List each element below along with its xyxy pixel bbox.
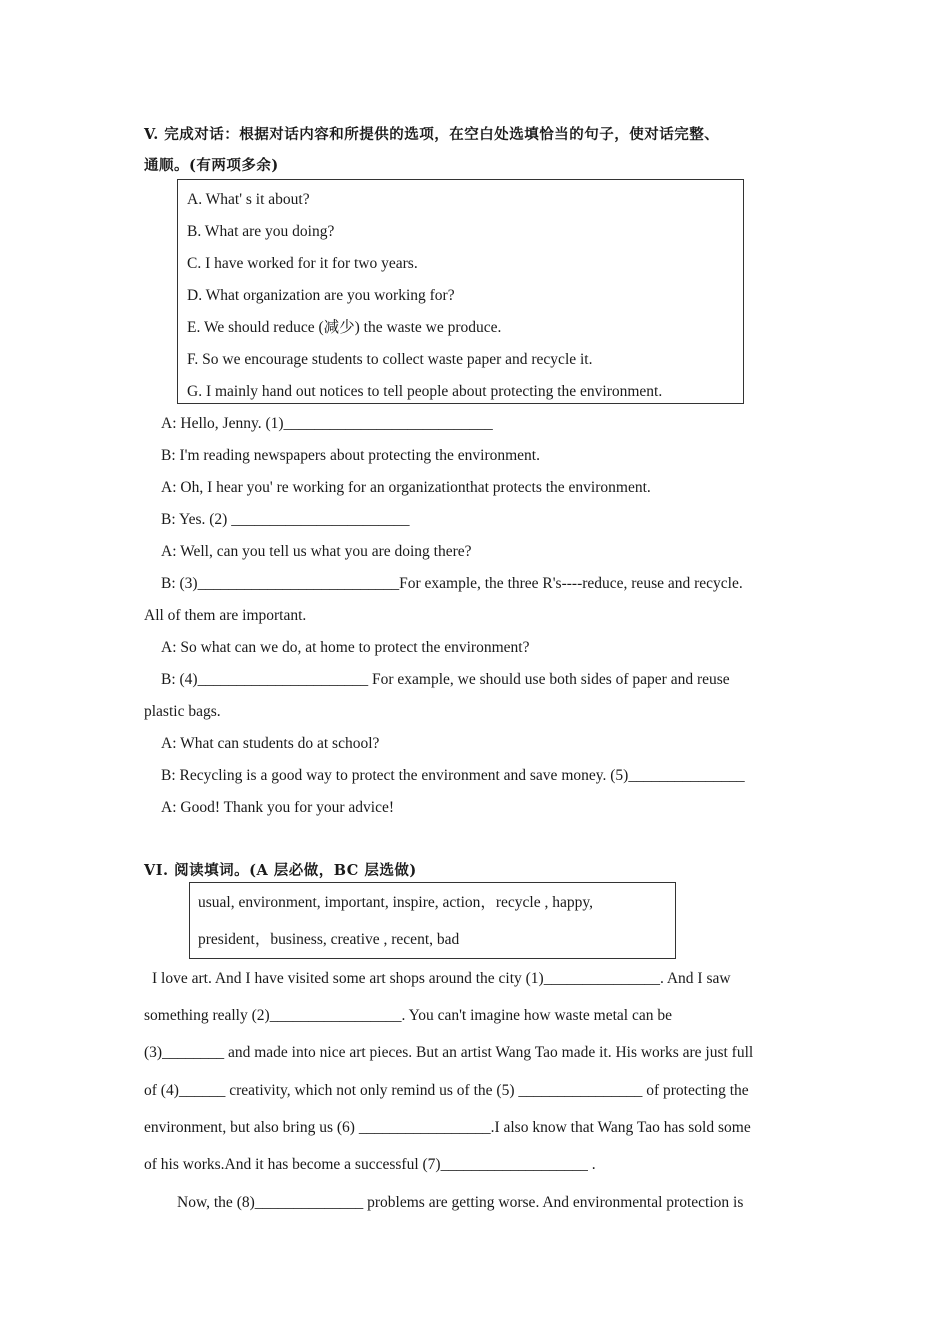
option-e: E. We should reduce (减少) the waste we produce. (187, 319, 502, 336)
dialogue-line: B: (3)__________________________For example, the three R's----reduce, reuse and recycle. (161, 575, 743, 592)
option-f: F. So we encourage students to collect waste paper and recycle it. (187, 351, 593, 368)
option-b: B. What are you doing? (187, 223, 335, 240)
passage-line: (3)________ and made into nice art pieces. But an artist Wang Tao made it. His works are just full (144, 1044, 754, 1061)
dialogue-line: B: (4)______________________ For example, we should use both sides of paper and reuse (161, 671, 730, 688)
dialogue-line: All of them are important. (144, 607, 307, 624)
dialogue-line: A: So what can we do, at home to protect the environment? (161, 639, 530, 656)
option-c: C. I have worked for it for two years. (187, 255, 418, 272)
dialogue-line: B: I'm reading newspapers about protecting the environment. (161, 447, 540, 464)
option-d: D. What organization are you working for? (187, 287, 455, 304)
dialogue-line: A: Good! Thank you for your advice! (161, 799, 395, 816)
section-6-heading: VI. 阅读填词。(A 层必做，BC 层选做) (144, 862, 417, 879)
section-5-heading-line-2: 通顺。(有两项多余) (144, 157, 279, 174)
passage-line: Now, the (8)______________ problems are getting worse. And environmental protection is (177, 1194, 744, 1211)
word-bank-line: president，business, creative , recent, bad (198, 931, 460, 948)
passage-line: I love art. And I have visited some art shops around the city (1)_______________. And I saw (152, 970, 731, 987)
passage-line: something really (2)_________________. You can't imagine how waste metal can be (144, 1007, 672, 1024)
dialogue-line: A: Hello, Jenny. (1)___________________________ (161, 415, 493, 432)
dialogue-line: A: Well, can you tell us what you are doing there? (161, 543, 472, 560)
option-g: G. I mainly hand out notices to tell people about protecting the environment. (187, 383, 663, 400)
passage-line: environment, but also bring us (6) _________________.I also know that Wang Tao has sold some (144, 1119, 751, 1136)
option-a: A. What' s it about? (187, 191, 310, 208)
dialogue-line: B: Yes. (2) _______________________ (161, 511, 410, 528)
dialogue-line: plastic bags. (144, 703, 221, 720)
dialogue-line: A: What can students do at school? (161, 735, 380, 752)
passage-line: of (4)______ creativity, which not only remind us of the (5) ________________ of protecting the (144, 1082, 749, 1099)
word-bank-line: usual, environment, important, inspire, action，recycle , happy, (198, 894, 593, 911)
dialogue-line: B: Recycling is a good way to protect the environment and save money. (5)_______________ (161, 767, 745, 784)
section-5-heading-line-1: V. 完成对话：根据对话内容和所提供的选项，在空白处选填恰当的句子，使对话完整、 (144, 126, 720, 143)
dialogue-line: A: Oh, I hear you' re working for an organizationthat protects the environment. (161, 479, 651, 496)
passage-line: of his works.And it has become a successful (7)___________________ . (144, 1156, 596, 1173)
